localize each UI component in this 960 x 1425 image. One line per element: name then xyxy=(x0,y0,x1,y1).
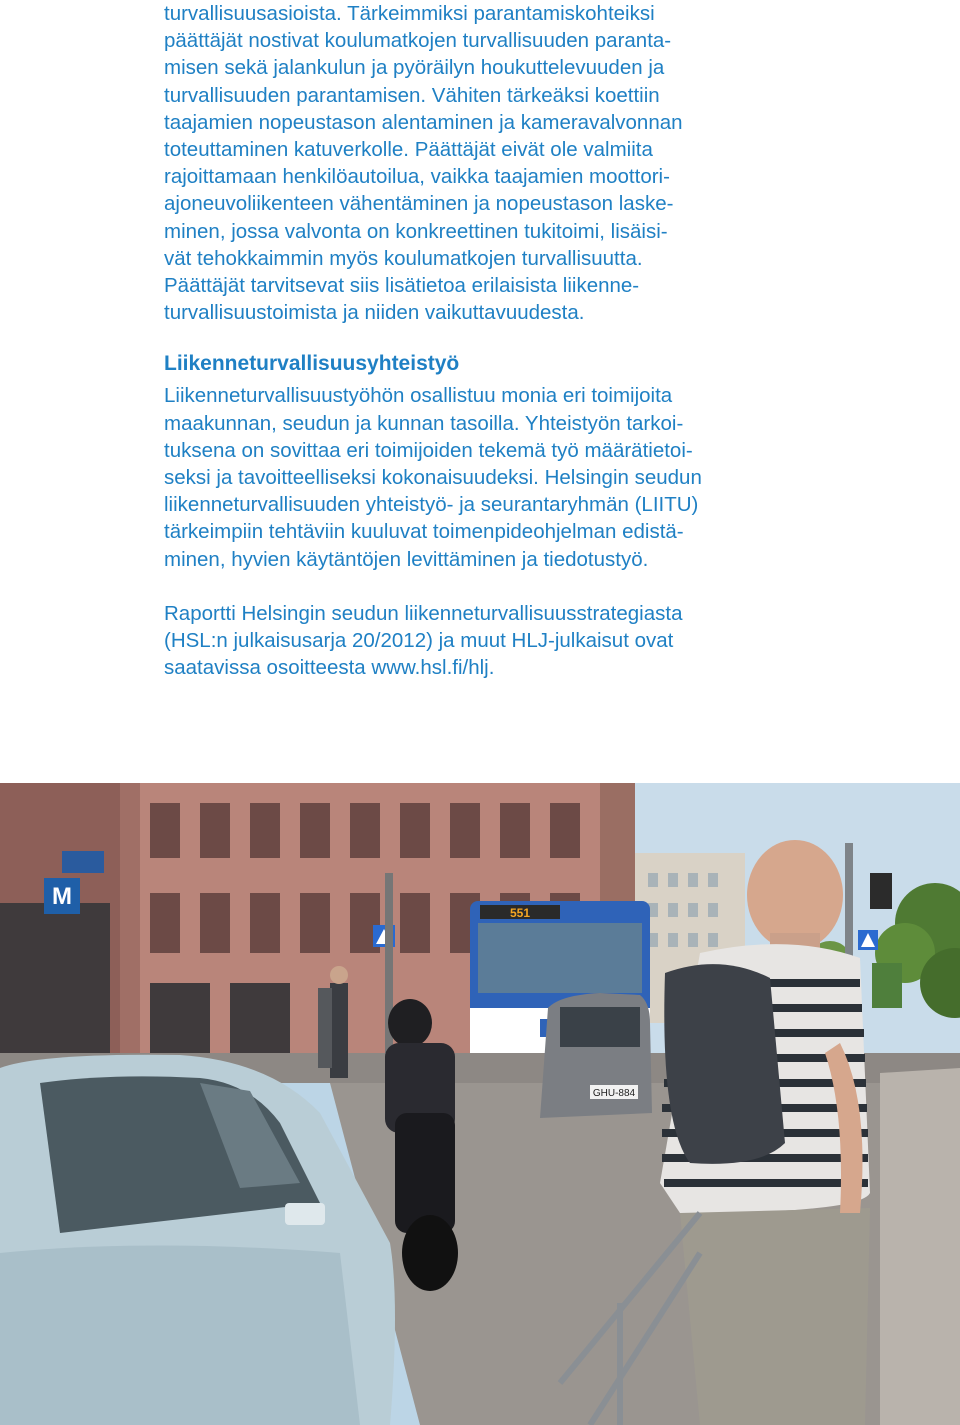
text-line: turvallisuustoimista ja niiden vaikuttavuudesta. xyxy=(164,301,585,325)
text-line: tuksena on sovittaa eri toimijoiden tekemä työ määrätietoi- xyxy=(164,438,693,462)
license-plate: GHU-884 xyxy=(592,1088,636,1099)
backpack-icon xyxy=(664,964,785,1164)
text-line: vät tehokkaimmin myös koulumatkojen turvallisuutta. xyxy=(164,246,643,270)
light-blue-car xyxy=(0,1055,395,1425)
text-line: misen sekä jalankulun ja pyöräilyn houkuttelevuuden ja xyxy=(164,56,665,80)
paragraph-cooperation xyxy=(164,382,804,572)
bus-route-sign: 551 xyxy=(509,906,531,920)
text-line: turvallisuuden parantamisen. Vähiten tärkeäksi koettiin xyxy=(164,83,660,107)
pedestrian xyxy=(330,983,348,1078)
text-line: päättäjät nostivat koulumatkojen turvallisuuden paranta- xyxy=(164,29,672,53)
text-line: maakunnan, seudun ja kunnan tasoilla. Yhteistyön tarkoi- xyxy=(164,411,684,435)
metro-sign-label: M xyxy=(52,883,72,910)
traffic-light xyxy=(870,873,892,909)
text-line: seksi ja tavoitteelliseksi kokonaisuudeksi. Helsingin seudun xyxy=(164,466,702,490)
text-line: tärkeimpiin tehtäviin kuuluvat toimenpideohjelman edistä- xyxy=(164,520,684,544)
text-line: liikenneturvallisuuden yhteistyö- ja seurantaryhmän (LIITU) xyxy=(164,493,699,517)
text-line: minen, hyvien käytäntöjen levittäminen ja tiedotustyö. xyxy=(164,547,649,571)
paragraph-decision-makers xyxy=(164,0,804,326)
text-line: turvallisuusasioista. Tärkeimmiksi parantamiskohteiksi xyxy=(164,2,655,25)
grey-car xyxy=(540,993,652,1118)
text-line: toteuttaminen katuverkolle. Päättäjät eivät ole valmiita xyxy=(164,138,653,162)
section-heading: Liikenneturvallisuusyhteistyö xyxy=(164,352,460,376)
text-line: Päättäjät tarvitsevat siis lisätietoa erilaisista liikenne- xyxy=(164,274,640,298)
text-line: taajamien nopeustason alentaminen ja kameravalvonnan xyxy=(164,110,683,134)
article-text xyxy=(164,0,804,681)
text-line: (HSL:n julkaisusarja 20/2012) ja muut HLJ-julkaisut ovat xyxy=(164,629,674,653)
text-line: rajoittamaan henkilöautoilua, vaikka taajamien moottori- xyxy=(164,165,670,189)
text-line: minen, jossa valvonta on konkreettinen tukitoimi, lisäisi- xyxy=(164,219,668,243)
text-line: Raportti Helsingin seudun liikenneturvallisuusstrategiasta xyxy=(164,601,683,625)
tram xyxy=(872,963,902,1008)
paragraph-report-info xyxy=(164,600,804,682)
street-photo xyxy=(0,783,960,1425)
text-line: Liikenneturvallisuustyöhön osallistuu monia eri toimijoita xyxy=(164,384,673,408)
text-line: ajoneuvoliikenteen vähentäminen ja nopeustason laske- xyxy=(164,192,674,216)
text-line: saatavissa osoitteesta www.hsl.fi/hlj. xyxy=(164,656,495,680)
